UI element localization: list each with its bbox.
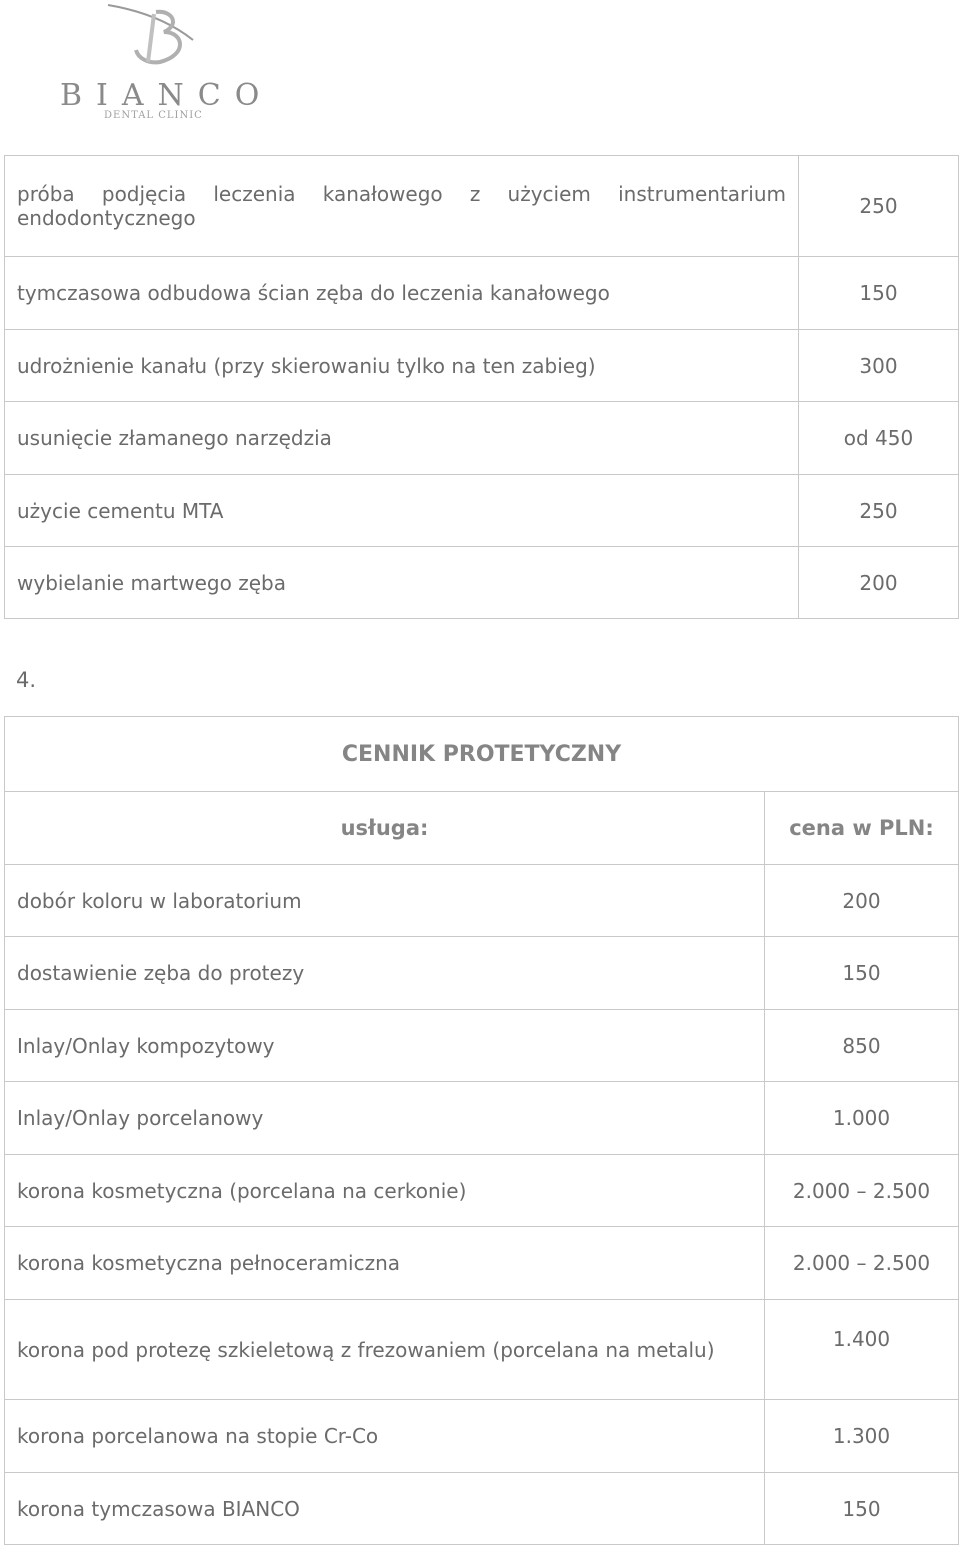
price-cell: 850 (765, 1010, 959, 1082)
service-cell: tymczasowa odbudowa ścian zęba do leczenia kanałowego (5, 257, 799, 330)
header-service: usługa: (5, 792, 765, 865)
price-cell: 200 (799, 547, 959, 619)
service-cell: udrożnienie kanału (przy skierowaniu tylko na ten zabieg) (5, 330, 799, 402)
header-price: cena w PLN: (765, 792, 959, 865)
table-title-row (5, 717, 959, 792)
service-cell: korona pod protezę szkieletową z frezowaniem (porcelana na metalu) (5, 1300, 765, 1400)
price-cell: 150 (765, 1473, 959, 1545)
table-row (5, 1010, 959, 1082)
service-cell: korona tymczasowa BIANCO (5, 1473, 765, 1545)
table-row (5, 257, 959, 330)
table-row (5, 156, 959, 257)
price-cell: 1.300 (765, 1400, 959, 1473)
table-row (5, 475, 959, 547)
table-row (5, 865, 959, 937)
service-cell: usunięcie złamanego narzędzia (5, 402, 799, 475)
service-cell: Inlay/Onlay porcelanowy (5, 1082, 765, 1155)
table-row (5, 1300, 959, 1400)
prosthetic-price-table (4, 716, 959, 1545)
service-cell: korona porcelanowa na stopie Cr-Co (5, 1400, 765, 1473)
service-cell: dostawienie zęba do protezy (5, 937, 765, 1010)
price-cell: 250 (799, 475, 959, 547)
logo-mark-icon (98, 0, 208, 90)
service-cell: wybielanie martwego zęba (5, 547, 799, 619)
price-cell: 150 (799, 257, 959, 330)
table-row (5, 937, 959, 1010)
price-cell: 1.000 (765, 1082, 959, 1155)
logo-wordmark: BIANCO (60, 78, 274, 113)
price-cell: 2.000 – 2.500 (765, 1227, 959, 1300)
service-cell: próba podjęcia leczenia kanałowego z użyciem instrumentarium endodontycznego (5, 156, 799, 257)
price-cell: 200 (765, 865, 959, 937)
table-row (5, 330, 959, 402)
logo-subtitle: DENTAL CLINIC (104, 110, 203, 121)
table-row (5, 1400, 959, 1473)
table-row (5, 1227, 959, 1300)
price-cell: 300 (799, 330, 959, 402)
service-cell: korona kosmetyczna pełnoceramiczna (5, 1227, 765, 1300)
service-cell: dobór koloru w laboratorium (5, 865, 765, 937)
table-row (5, 1155, 959, 1227)
table-header-row (5, 792, 959, 865)
service-cell: Inlay/Onlay kompozytowy (5, 1010, 765, 1082)
table-row (5, 1473, 959, 1545)
section-number: 4. (16, 668, 37, 692)
table-title: CENNIK PROTETYCZNY (5, 717, 959, 792)
clinic-logo (58, 0, 274, 125)
price-cell: 1.400 (765, 1300, 959, 1400)
endodontic-price-table (4, 155, 959, 619)
price-cell: od 450 (799, 402, 959, 475)
price-cell: 250 (799, 156, 959, 257)
table-row (5, 402, 959, 475)
table-row (5, 1082, 959, 1155)
service-cell: korona kosmetyczna (porcelana na cerkonie) (5, 1155, 765, 1227)
price-cell: 150 (765, 937, 959, 1010)
table-row (5, 547, 959, 619)
service-cell: użycie cementu MTA (5, 475, 799, 547)
price-cell: 2.000 – 2.500 (765, 1155, 959, 1227)
